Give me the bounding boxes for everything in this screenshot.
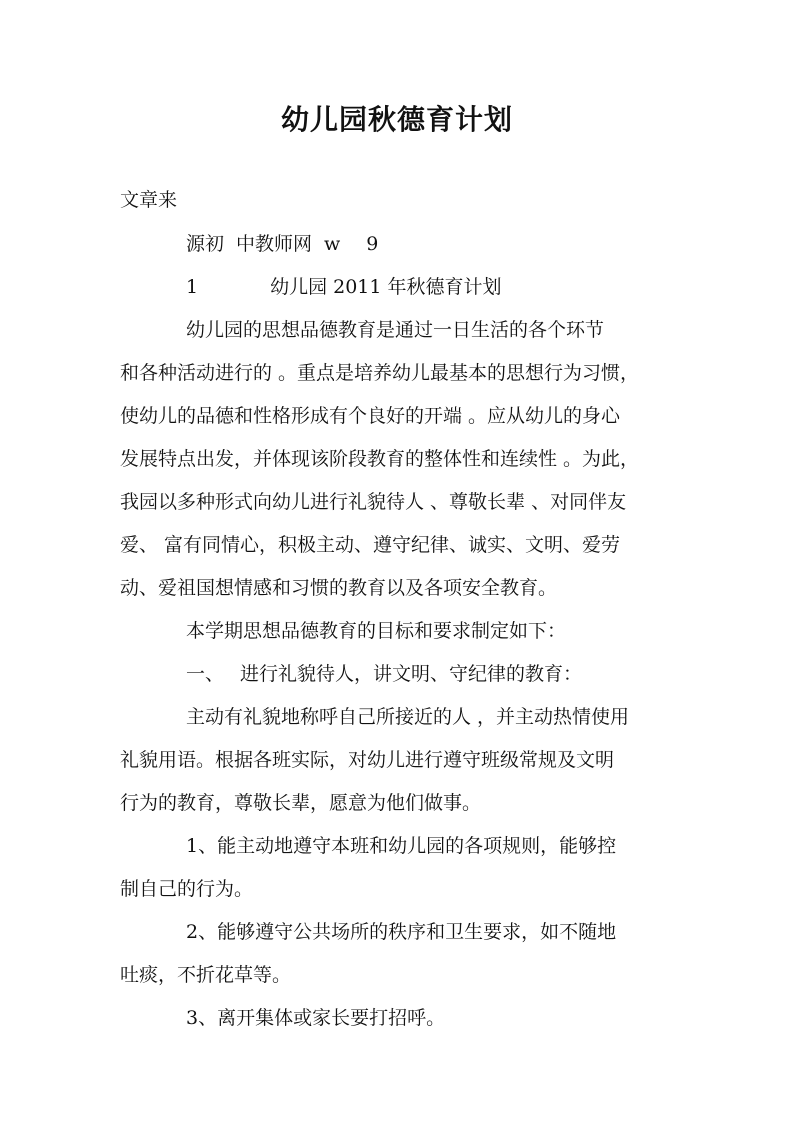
paragraph-2: 本学期思想品德教育的目标和要求制定如下： bbox=[186, 620, 567, 642]
section-1-text: 进行礼貌待人，讲文明、守纪律的教育： bbox=[240, 663, 583, 685]
source-code-a: w bbox=[324, 233, 341, 255]
item-2-line-2: 吐痰，不折花草等。 bbox=[120, 964, 292, 986]
paragraph-1-line-3: 使幼儿的品德和性格形成有个良好的开端 。应从幼儿的身心 bbox=[120, 405, 621, 427]
section-1-number: 一、 bbox=[186, 663, 225, 685]
heading-text: 幼儿园 2011 年秋德育计划 bbox=[270, 276, 502, 298]
paragraph-1-line-2: 和各种活动进行的 。重点是培养幼儿最基本的思想行为习惯， bbox=[120, 362, 640, 384]
paragraph-3-line-2: 礼貌用语。根据各班实际，对幼儿进行遵守班级常规及文明 bbox=[120, 749, 615, 771]
item-1-line-2: 制自己的行为。 bbox=[120, 878, 254, 900]
source-site: 中教师网 bbox=[236, 233, 313, 255]
paragraph-1-line-1: 幼儿园的思想品德教育是通过一日生活的各个环节 bbox=[186, 319, 605, 341]
heading-number: 1 bbox=[186, 276, 199, 298]
item-1-line-1: 1、能主动地遵守本班和幼儿园的各项规则，能够控 bbox=[186, 835, 617, 857]
paragraph-1-line-6: 爱、 富有同情心，积极主动、遵守纪律、诚实、文明、爱劳 bbox=[120, 534, 621, 556]
source-label: 文章来 bbox=[120, 189, 178, 211]
paragraph-1-line-4: 发展特点出发，并体现该阶段教育的整体性和连续性 。为此， bbox=[120, 448, 640, 470]
section-1-heading bbox=[186, 662, 582, 686]
source-code-b: 9 bbox=[366, 233, 379, 255]
paragraph-1-line-7: 动、爱祖国想情感和习惯的教育以及各项安全教育。 bbox=[120, 577, 558, 599]
heading-line bbox=[186, 275, 502, 299]
document-title: 幼儿园秋德育计划 bbox=[280, 103, 513, 136]
source-prefix: 源初 bbox=[186, 233, 225, 255]
item-2-line-1: 2、能够遵守公共场所的秩序和卫生要求，如不随地 bbox=[186, 921, 617, 943]
paragraph-3-line-1: 主动有礼貌地称呼自己所接近的人 ，并主动热情使用 bbox=[186, 706, 630, 728]
paragraph-3-line-3: 行为的教育，尊敬长辈，愿意为他们做事。 bbox=[120, 792, 482, 814]
source-line bbox=[186, 232, 378, 256]
paragraph-1-line-5: 我园以多种形式向幼儿进行礼貌待人 、尊敬长辈 、对同伴友 bbox=[120, 491, 627, 513]
item-3: 3、离开集体或家长要打招呼。 bbox=[186, 1007, 446, 1029]
